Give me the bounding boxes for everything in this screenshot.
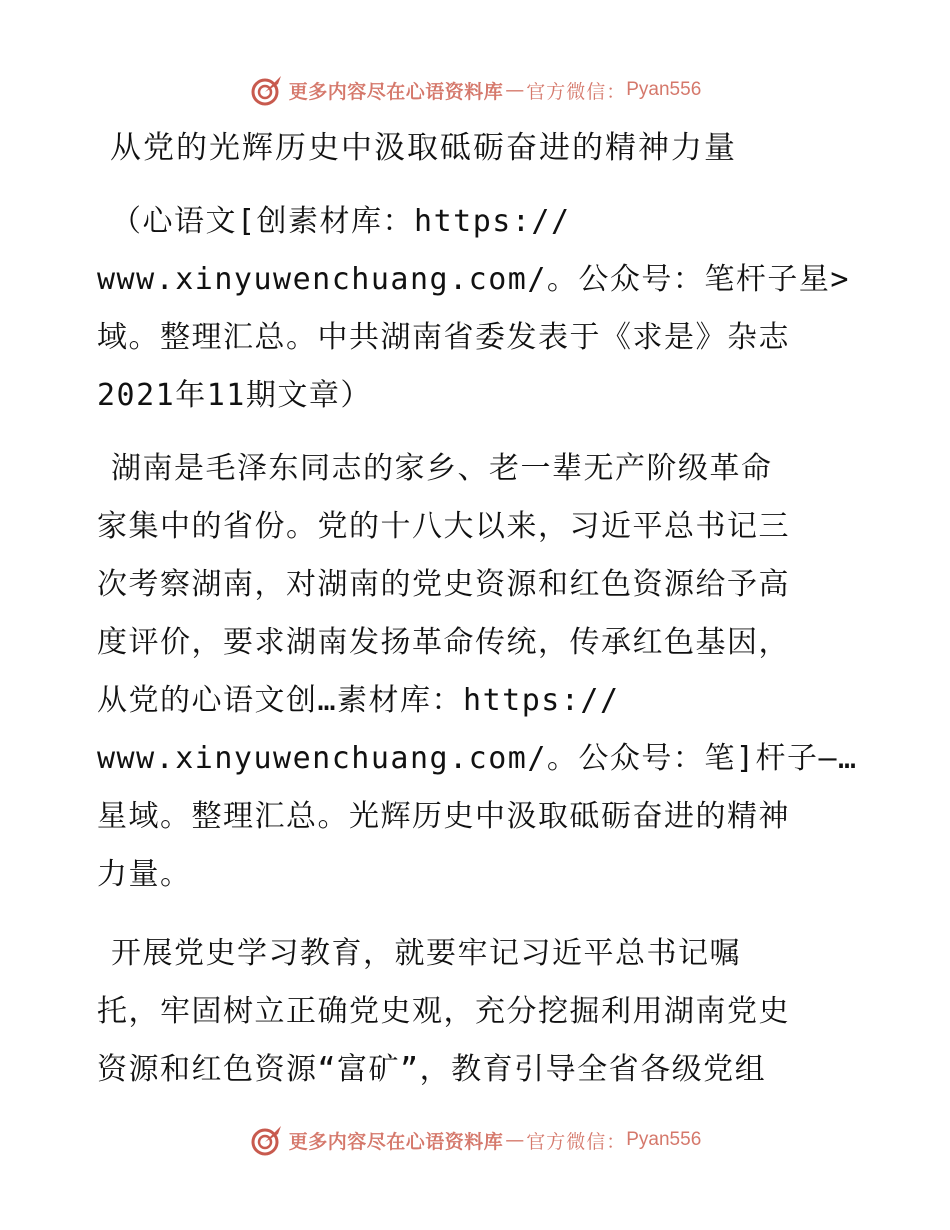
source-line: 域。整理汇总。中共湖南省委发表于《求是》杂志	[97, 320, 790, 355]
paragraph-line: 次考察湖南，对湖南的党史资源和红色资源给予高	[97, 567, 790, 602]
paragraph-line: 力量。	[97, 857, 192, 892]
banner-wechat-id: Pyan556	[626, 79, 702, 100]
source-note	[97, 193, 857, 425]
source-line: 2021年11期文章）	[97, 378, 372, 413]
quill-logo-icon	[249, 1122, 285, 1158]
banner-dash: —	[505, 1129, 525, 1151]
paragraph-line: 度评价，要求湖南发扬革命传统，传承红色基因，	[97, 625, 790, 660]
banner-wechat-label: 官方微信：	[526, 80, 627, 103]
footer-watermark-banner	[0, 1120, 950, 1160]
paragraph-line: 资源和红色资源“富矿”，教育引导全省各级党组	[97, 1052, 767, 1087]
banner-wechat-id: Pyan556	[626, 1129, 702, 1150]
paragraph-line: 从党的心语文创…素材库：https://	[97, 683, 620, 718]
paragraph-line: 家集中的省份。党的十八大以来，习近平总书记三	[97, 509, 790, 544]
banner-site-text: 更多内容尽在心语资料库	[288, 80, 504, 103]
quill-logo-icon	[249, 72, 285, 108]
banner-wechat-label: 官方微信：	[526, 1130, 627, 1153]
paragraph-2	[97, 925, 857, 1099]
paragraph-line: 湖南是毛泽东同志的家乡、老一辈无产阶级革命	[111, 451, 773, 486]
header-watermark-banner	[0, 70, 950, 110]
paragraph-1	[97, 440, 857, 904]
paragraph-line: www.xinyuwenchuang.com/。公众号：笔]杆子—…	[97, 741, 858, 776]
article-title: 从党的光辉历史中汲取砥砺奋进的精神力量	[110, 130, 737, 166]
banner-dash: —	[505, 79, 525, 101]
paragraph-line: 托，牢固树立正确党史观，充分挖掘利用湖南党史	[97, 994, 790, 1029]
paragraph-line: 星域。整理汇总。光辉历史中汲取砥砺奋进的精神	[97, 799, 790, 834]
source-line: www.xinyuwenchuang.com/。公众号：笔杆子星>	[97, 262, 850, 297]
paragraph-line: 开展党史学习教育，就要牢记习近平总书记嘱	[111, 936, 741, 971]
source-line: （心语文[创素材库：https://	[111, 204, 571, 239]
banner-site-text: 更多内容尽在心语资料库	[288, 1130, 504, 1153]
